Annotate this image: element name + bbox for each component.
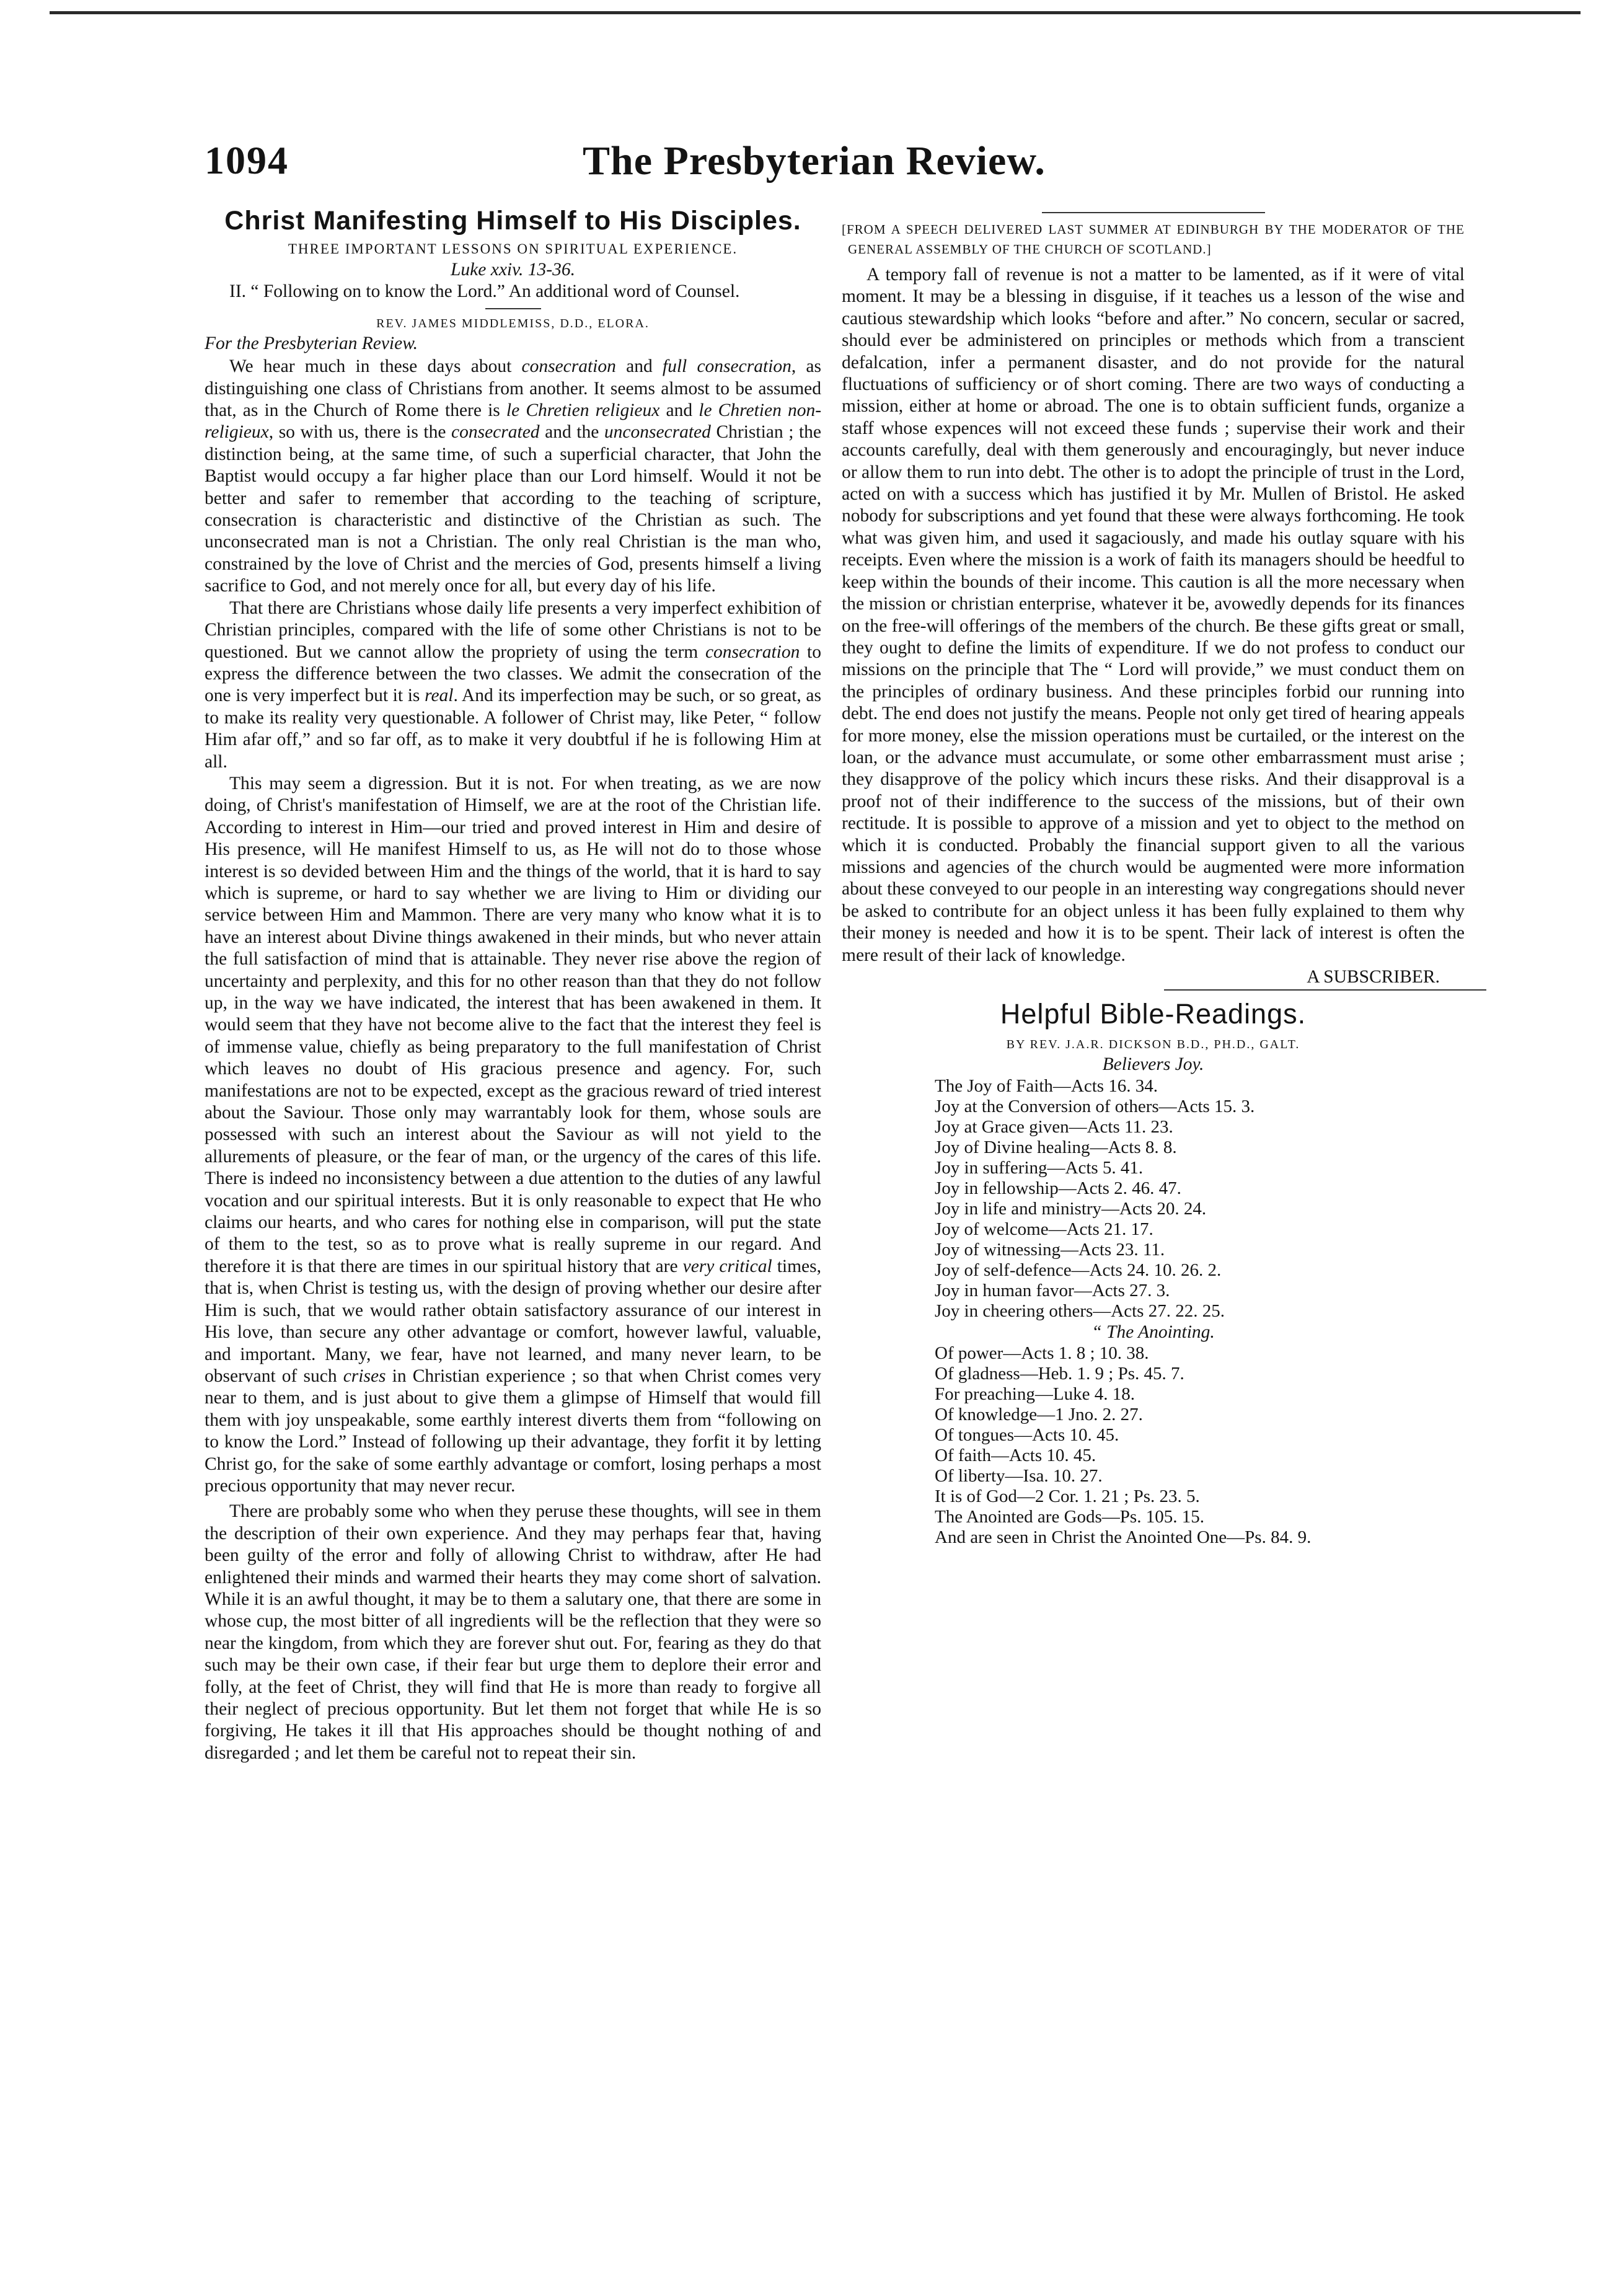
- signature: A SUBSCRIBER.: [1307, 967, 1440, 987]
- group-title: Believers Joy.: [1102, 1054, 1204, 1075]
- reading-item: Of gladness—Heb. 1. 9 ; Ps. 45. 7.: [935, 1364, 1184, 1384]
- reading-item: And are seen in Christ the Anointed One—Ps. 84. 9.: [935, 1527, 1312, 1548]
- article-author: REV. JAMES MIDDLEMISS, D.D., ELORA.: [376, 316, 650, 330]
- reading-item: Of liberty—Isa. 10. 27.: [935, 1466, 1103, 1486]
- readings-title: Helpful Bible-Readings.: [1000, 998, 1307, 1030]
- for-line: For the Presbyterian Review.: [205, 333, 418, 353]
- divider: [1042, 212, 1265, 213]
- reading-item: Of knowledge—1 Jno. 2. 27.: [935, 1405, 1143, 1425]
- readings-author: BY REV. J.A.R. DICKSON B.D., PH.D., GALT.: [1006, 1038, 1300, 1052]
- reading-item: Joy of self-defence—Acts 24. 10. 26. 2.: [935, 1260, 1222, 1280]
- page-number: 1094: [205, 138, 289, 182]
- reading-list: [842, 1076, 1465, 1322]
- reading-item: It is of God—2 Cor. 1. 21 ; Ps. 23. 5.: [935, 1486, 1200, 1507]
- paragraph: A tempory fall of revenue is not a matter to be lamented, as if it were of vital moment. It may be a blessing in disguise, if it teaches us a lesson of the wise and cautious stewardship which looks “before and after.” No concern, secular or sacred, should ever be administered on principles or methods which from a transcient defalcation, infer a permanent disaster, and do not provide for the natural fluctuations of sufficiency or of short coming. There are two ways of conducting a mission, either at home or abroad. The one is to obtain sufficient funds, organize a staff whose expences will not exceed these funds ; supervise their work and their accounts carefully, deal with them generously and encouragingly, but never induce or allow them to run into debt. The other is to adopt the principle of trust in the Lord, acted on with a success which has justified it by Mr. Mullen of Bristol. He asked nobody for subscriptions and yet found that these were always forthcoming. He took what was given him, and used it sagaciously, and made his outlay square with his receipts. Even where the mission is a work of faith its managers should be heedful to keep within the bounds of their income. This caution is all the more necessary when the mission or christian enterprise, whatever it be, avowedly depends for its finances on the free-will offerings of the members of the church. Be these gifts great or small, they ought to define the limits of expenditure. If we do not profess to conduct our missions on the principle that The “ Lord will provide,” we must conduct them on the principles of ordinary business. And these principles forbid our running into debt. The end does not justify the means. People not only get tired of hearing appeals for more money, else the mission operations must be curtailed, or the interest on the loan, or the advance must accumulate, or some other embarrassment must arise ; they disapprove of the policy which incurs these risks. And their disapproval is a proof not of their indifference to the success of the missions, but of their own rectitude. It is possible to approve of a mission and yet to object to the method on which it is conducted. Probably the financial support given to all the various missions and agencies of the church would be augmented were more information about these conveyed to our people in an interesting way congregations should never be asked to contribute for an object unless it has been fully explained to them why their money is needed and how it is to be spent. Their lack of interest is often the mere result of their lack of knowledge.: [842, 265, 1465, 965]
- reading-item: Joy at the Conversion of others—Acts 15. 3.: [935, 1096, 1255, 1116]
- reading-item: Joy in human favor—Acts 27. 3.: [935, 1280, 1170, 1300]
- page-header: [205, 138, 1519, 193]
- article-title: Christ Manifesting Himself to His Disciples.: [224, 206, 801, 236]
- reading-item: Of faith—Acts 10. 45.: [935, 1446, 1096, 1466]
- journal-title: The Presbyterian Review.: [583, 138, 1046, 183]
- paragraph: We hear much in these days about consecration and full consecration, as distinguishing one class of Christians from another. It seems almost to be assumed that, as in the Church of Rome there is le Chretien religieux and le Chretien non-religieux, so with us, there is the consecrated and the unconsecrated Christian ; the distinction being, at the same time, of such a superficial character, that John the Baptist would occupy a far higher place than our Lord himself. Would it not be better and safer to remember that according to the teaching of scripture, consecration is characteristic and distinctive of the Christian as such. The unconsecrated man is not a Christian. The only real Christian is the man who, constrained by the love of Christ and the mercies of God, presents himself a living sacrifice to God, and not merely once for all, but every day of his life.: [205, 356, 822, 596]
- speech-source: [FROM A SPEECH DELIVERED LAST SUMMER AT EDINBURGH BY THE MODERATOR OF THE GENERAL ASSEMBLY OF THE CHURCH OF SCOTLAND.]: [842, 222, 1465, 257]
- reading-item: Joy in cheering others—Acts 27. 22. 25.: [935, 1300, 1225, 1321]
- top-rule: [50, 11, 1581, 14]
- signature-line: [842, 966, 1465, 988]
- reading-item: Joy of Divine healing—Acts 8. 8.: [935, 1137, 1177, 1157]
- reading-list: [842, 1343, 1465, 1548]
- reading-item: Of tongues—Acts 10. 45.: [935, 1425, 1119, 1446]
- reading-item: Joy at Grace given—Acts 11. 23.: [935, 1116, 1173, 1137]
- reading-item: For preaching—Luke 4. 18.: [935, 1384, 1135, 1405]
- part-heading: II. “ Following on to know the Lord.” An additional word of Counsel.: [229, 281, 740, 302]
- reading-item: The Anointed are Gods—Ps. 105. 15.: [935, 1507, 1204, 1527]
- article-subtitle: THREE IMPORTANT LESSONS ON SPIRITUAL EXPERIENCE.: [288, 241, 738, 257]
- divider: [1164, 989, 1486, 991]
- divider: [485, 308, 541, 309]
- paragraph: That there are Christians whose daily life presents a very imperfect exhibition of Christian principles, compared with the life of some other Christians is not to be questioned. But we cannot allow the propriety of using the term consecration to express the difference between the two classes. We admit the consecration of the one is very imperfect but it is real. And its imperfection may be such, or so great, as to make its reality very questionable. A follower of Christ may, like Peter, “ follow Him afar off,” and so far off, as to make it very doubtful if he is following Him at all.: [205, 598, 821, 772]
- reading-item: Joy in suffering—Acts 5. 41.: [935, 1157, 1144, 1178]
- reading-item: Joy of witnessing—Acts 23. 11.: [935, 1239, 1165, 1260]
- paragraph: There are probably some who when they peruse these thoughts, will see in them the description of their own experience. And they may perhaps fear that, having been guilty of the error and folly of allowing Christ to withdraw, after He had enlightened their minds and warmed their hearts they may come short of salvation. While it is an awful thought, it may be to them a salutary one, that there are some in whose cup, the most bitter of all ingredients will be the reflection that they were so near the kingdom, from which they are forever shut out. For, fearing as they do that such may be their own case, if their fear but urge them to deplore their error and folly, at the feet of Christ, they will find that He is more than ready to forgive all their neglect of precious opportunity. But let them not forget that while He is so forgiving, He takes it ill that His approaches should be thought nothing of and disregarded ; and let them be careful not to repeat their sin.: [205, 1501, 821, 1763]
- reading-item: Joy of welcome—Acts 21. 17.: [935, 1219, 1153, 1239]
- left-column: [205, 205, 821, 1764]
- right-column: [842, 205, 1465, 1548]
- reading-item: The Joy of Faith—Acts 16. 34.: [935, 1075, 1158, 1096]
- reading-item: Of power—Acts 1. 8 ; 10. 38.: [935, 1343, 1149, 1364]
- paragraph: This may seem a digression. But it is not. For when treating, as we are now doing, of Christ's manifestation of Himself, we are at the root of the Christian life. According to interest in Him—our tried and proved interest in Him and desire of His presence, will He manifest Himself to us, as He will not do to those whose interest is so devided between Him and the things of the world, that it is hard to say which is supreme, or hard to say whether we are living to Him or dividing our service between Him and Mammon. There are very many who know what it is to have an interest about Divine things awakened in their minds, but who never attain the full satisfaction of mind that is attainable. They never rise above the region of uncertainty and perplexity, and this for no other reason than that they do not follow up, in the way we have indicated, the interest that has been awakened in them. It would seem that they have not become alive to the fact that the interest they feel is of immense value, chiefly as being preparatory to the full manifestation of Christ which leaves no doubt of His gracious presence and agency. For, such manifestations are not to be expected, except as the gracious reward of tried interest about the Saviour. Those only may warrantably look for them, whose souls are possessed with such an interest about the Saviour as will not yield to the allurements of pleasure, or the fear of man, or the urgency of the cares of this life. There is indeed no inconsistency between a due attention to the duties of any lawful vocation and our spiritual interests. But it is only reasonable to expect that He who claims our hearts, and who cares for nothing else in comparison, will put the state of them to the test, so as to prove what is really supreme in our regard. And therefore it is that there are times in our spiritual history that are very critical times, that is, when Christ is testing us, with the design of proving whether our desire after Him is such, that we would rather obtain satisfactory assurance of our interest in His love, than secure any other advantage or comfort, however lawful, valuable, and important. Many, we fear, have not learned, and many never learn, to be observant of such crises in Christian experience ; so that when Christ comes very near to them, and is just about to give them a glimpse of Himself that would fill them with joy unspeakable, some earthly interest diverts them from “following on to know the Lord.” Instead of following up their advantage, they forfit it by letting Christ go, for the sake of some earthly advantage or comfort, losing perhaps a most precious opportunity that may never recur.: [205, 773, 821, 1496]
- reading-item: Joy in fellowship—Acts 2. 46. 47.: [935, 1178, 1181, 1198]
- reading-item: Joy in life and ministry—Acts 20. 24.: [935, 1198, 1207, 1219]
- group-title: “ The Anointing.: [1091, 1322, 1215, 1342]
- scripture-reference: Luke xxiv. 13-36.: [451, 260, 575, 280]
